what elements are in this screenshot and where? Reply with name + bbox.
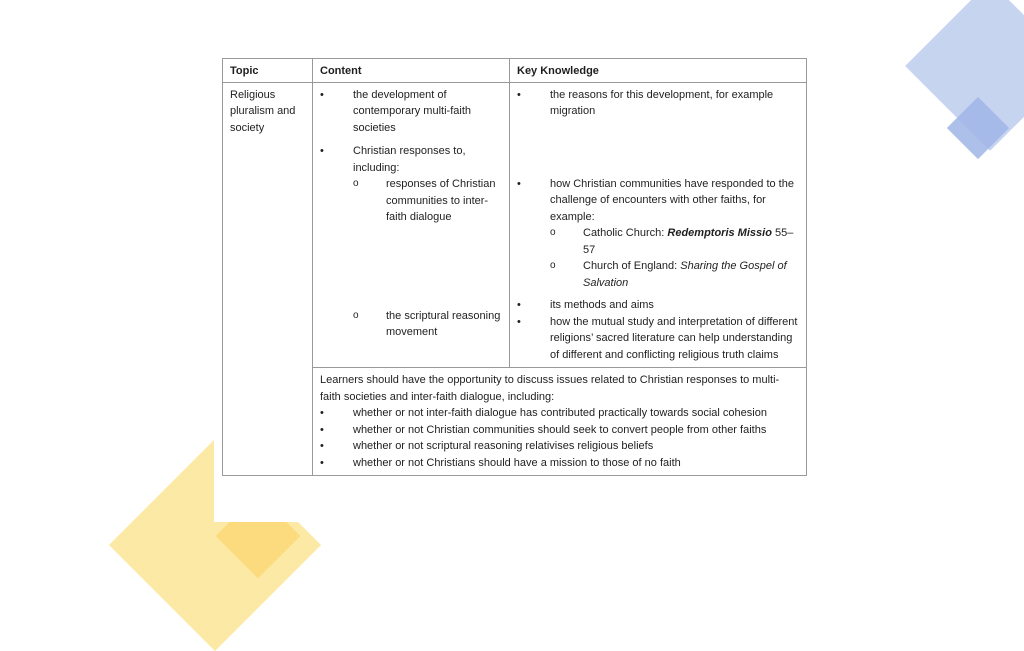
topic-cell bbox=[223, 82, 313, 476]
bullet-marker: • bbox=[320, 440, 324, 452]
learners-item: • whether or not Christian communities should seek to convert people from other faiths bbox=[320, 422, 799, 439]
topic-text: Religious pluralism and society bbox=[230, 88, 296, 134]
specification-table bbox=[222, 58, 807, 476]
sub-marker: o bbox=[550, 260, 556, 271]
bullet-marker: • bbox=[320, 423, 324, 436]
knowledge-bullet-2: • how Christian communities have responded to the challenge of encounters with other faiths, for example: bbox=[517, 176, 799, 226]
content-sub-item-2: o the scriptural reasoning movement bbox=[353, 308, 502, 341]
document-title-sharing-gospel: Sharing the Gospel of Salvation bbox=[583, 260, 787, 289]
topic-row bbox=[223, 82, 807, 368]
sub-marker: o bbox=[550, 227, 556, 238]
knowledge-bullet-1: • the reasons for this development, for example migration bbox=[517, 87, 799, 120]
bullet-marker: • bbox=[517, 315, 521, 328]
learners-item: • whether or not Christians should have a mission to those of no faith bbox=[320, 455, 799, 472]
knowledge-bullet-4: • how the mutual study and interpretation of different religions’ sacred literature can help understanding of different and conflicting religious truth claims bbox=[517, 314, 799, 364]
knowledge-bullet-3: • its methods and aims bbox=[517, 297, 799, 314]
learners-item: • whether or not scriptural reasoning relativises religious beliefs bbox=[320, 438, 799, 455]
learners-intro: Learners should have the opportunity to discuss issues related to Christian responses to multi-faith societies and inter-faith dialogue, including: bbox=[320, 374, 780, 403]
bullet-marker: • bbox=[320, 145, 324, 157]
header-content: Content bbox=[313, 59, 510, 83]
bullet-marker: • bbox=[320, 407, 324, 419]
learners-cell bbox=[313, 368, 807, 476]
learners-item: • whether or not inter-faith dialogue has contributed practically towards social cohesion bbox=[320, 405, 799, 422]
content-bullet-2: • Christian responses to, including: bbox=[320, 143, 502, 176]
header-row bbox=[223, 59, 807, 83]
sub-marker: o bbox=[353, 309, 359, 321]
bullet-marker: • bbox=[320, 456, 324, 469]
document-page bbox=[214, 52, 814, 522]
document-title-redemptoris: Redemptoris Missio bbox=[667, 227, 772, 239]
knowledge-sub-item-2: o Church of England: Sharing the Gospel of Salvation bbox=[550, 258, 799, 291]
content-bullet-1: • the development of contemporary multi-faith societies bbox=[320, 87, 502, 137]
content-cell bbox=[313, 82, 510, 368]
header-topic: Topic bbox=[223, 59, 313, 83]
bullet-marker: • bbox=[517, 88, 521, 101]
knowledge-sub-item-1: o Catholic Church: Redemptoris Missio 55–57 bbox=[550, 225, 799, 258]
key-knowledge-cell bbox=[510, 82, 807, 368]
sub-marker: o bbox=[353, 178, 359, 189]
bullet-marker: • bbox=[517, 299, 521, 311]
header-key-knowledge: Key Knowledge bbox=[510, 59, 807, 83]
bullet-marker: • bbox=[320, 88, 324, 101]
bullet-marker: • bbox=[517, 177, 521, 190]
content-sub-item-1: o responses of Christian communities to inter-faith dialogue bbox=[353, 176, 502, 226]
